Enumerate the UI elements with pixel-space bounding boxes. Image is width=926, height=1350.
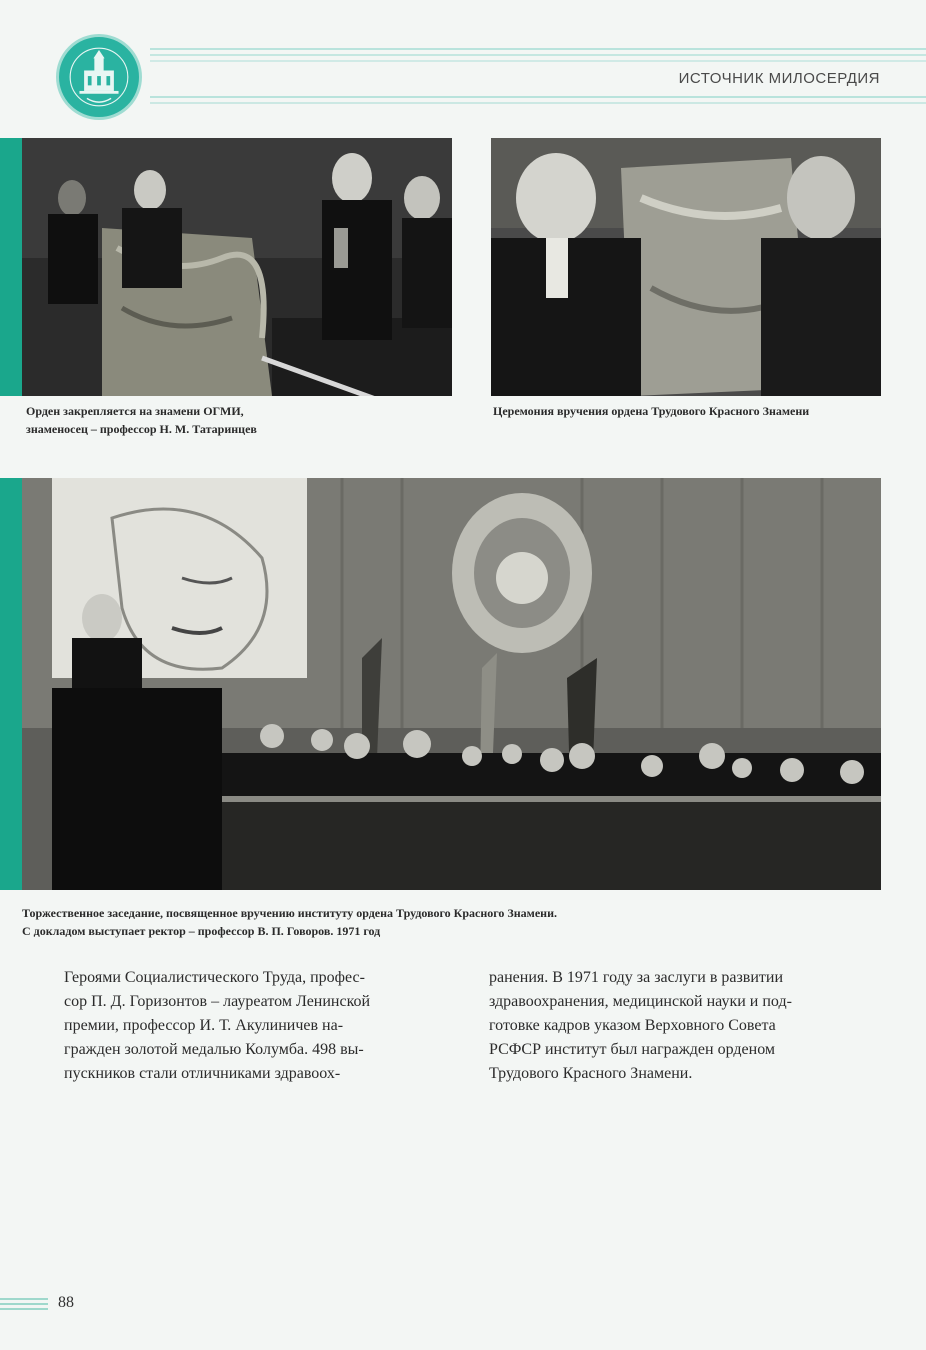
banner-photo [22, 138, 452, 396]
running-title: ИСТОЧНИК МИЛОСЕРДИЯ [678, 70, 880, 87]
caption-line: Орден закрепляется на знамени ОГМИ, [26, 404, 244, 418]
institute-emblem-icon [56, 34, 142, 120]
body-text-right-column [489, 966, 881, 1086]
page-number: 88 [58, 1294, 74, 1311]
banner-photo-caption [26, 402, 257, 438]
body-line: здравоохранения, медицинской науки и под- [489, 993, 792, 1010]
body-text-left-column [64, 966, 450, 1086]
body-line: ранения. В 1971 году за заслуги в развитии [489, 969, 784, 986]
caption-line: знаменосец – профессор Н. М. Татаринцев [26, 422, 257, 436]
body-line: пускников стали отличниками здравоох- [64, 1065, 341, 1082]
ceremony-photo [491, 138, 881, 396]
meeting-photo [22, 478, 881, 890]
body-line: гражден золотой медалью Колумба. 498 вы- [64, 1041, 364, 1058]
accent-strip [0, 478, 22, 890]
caption-line: Торжественное заседание, посвященное вручению институту ордена Трудового Красного Знамени. [22, 906, 558, 920]
caption-line: Церемония вручения ордена Трудового Красного Знамени [493, 404, 810, 418]
meeting-photo-caption [22, 904, 557, 940]
body-line: РСФСР институт был награжден орденом [489, 1041, 776, 1058]
accent-strip [0, 138, 22, 396]
body-line: сор П. Д. Горизонтов – лауреатом Ленинской [64, 993, 371, 1010]
footer-rule [0, 1298, 48, 1312]
body-line: готовке кадров указом Верховного Совета [489, 1017, 776, 1034]
ceremony-photo-caption [493, 402, 809, 420]
body-line: Трудового Красного Знамени. [489, 1065, 693, 1082]
caption-line: С докладом выступает ректор – профессор В. П. Говоров. 1971 год [22, 924, 381, 938]
body-line: премии, профессор И. Т. Акулиничев на- [64, 1017, 344, 1034]
body-line: Героями Социалистического Труда, профес- [64, 969, 365, 986]
